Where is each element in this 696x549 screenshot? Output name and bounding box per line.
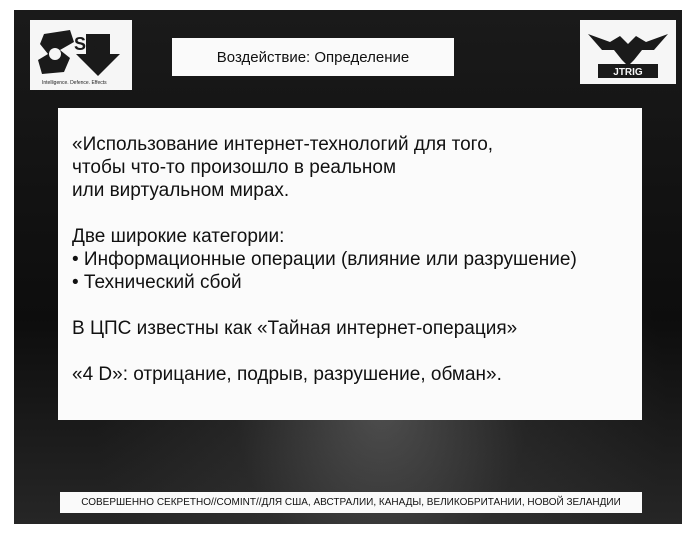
category-item-2: • Технический сбой	[72, 272, 242, 293]
left-logo-tagline: Intelligence. Defence. Effects	[42, 80, 107, 86]
jtrig-bird-logo-icon	[580, 20, 676, 84]
four-d-line: «4 D»: отрицание, подрыв, разрушение, обман».	[72, 364, 502, 385]
classification-banner	[60, 492, 642, 513]
title-box	[172, 38, 454, 76]
gchq-jtrig-left-logo-icon	[30, 20, 132, 90]
quote-line-3: или виртуальном мирах.	[72, 180, 290, 201]
content-box	[58, 108, 642, 420]
category-item-1: • Информационные операции (влияние или разрушение)	[72, 249, 577, 270]
page-title: Воздействие: Определение	[216, 48, 410, 66]
cps-line: В ЦПС известны как «Тайная интернет-операция»	[72, 318, 518, 339]
right-logo	[580, 20, 676, 84]
quote-line-1: «Использование интернет-технологий для того,	[72, 134, 494, 155]
quote-line-2: чтобы что-то произошло в реальном	[72, 157, 397, 178]
categories-heading: Две широкие категории:	[72, 226, 285, 247]
left-logo-letters: SD	[74, 34, 100, 54]
right-logo-letters: JTRIG	[613, 67, 643, 78]
slide	[14, 10, 682, 524]
left-logo	[30, 20, 132, 90]
classification-text: СОВЕРШЕННО СЕКРЕТНО//COMINT//ДЛЯ США, АВСТРАЛИИ, КАНАДЫ, ВЕЛИКОБРИТАНИИ, НОВОЙ ЗЕЛАНДИИ	[81, 497, 621, 508]
